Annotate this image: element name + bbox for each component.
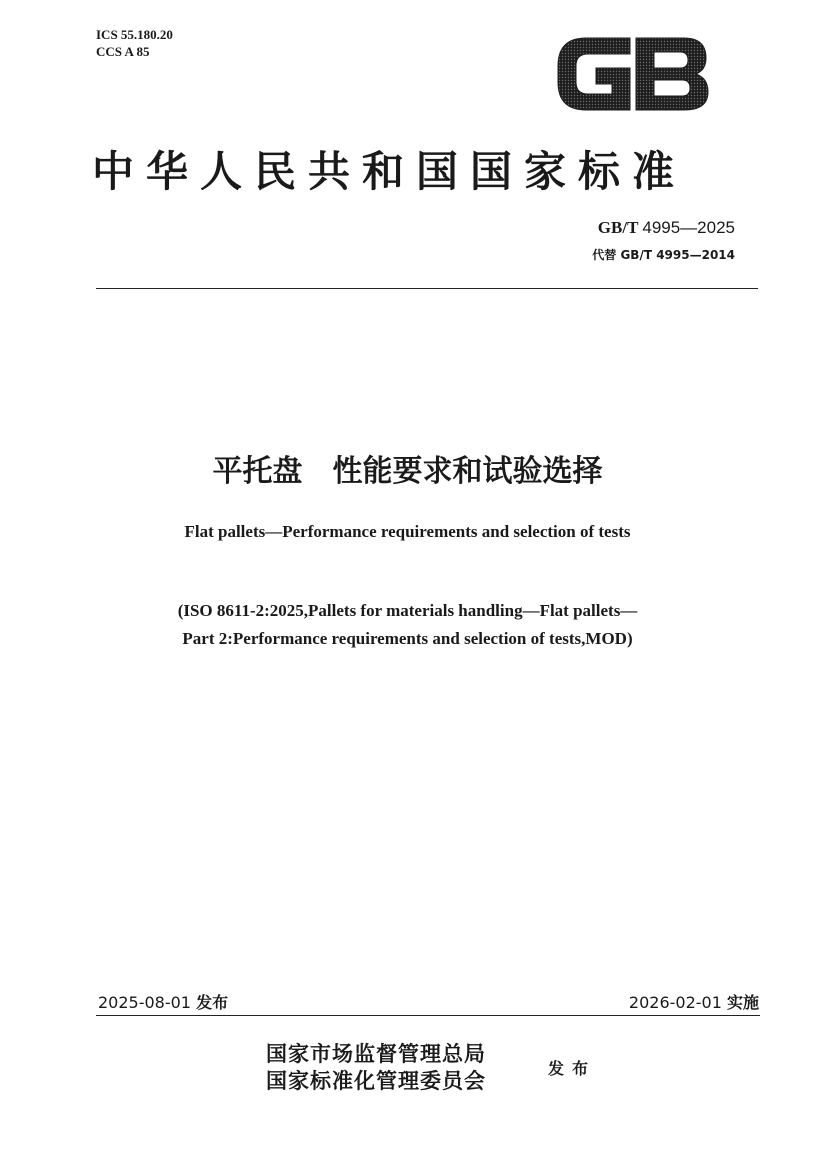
english-title: Flat pallets—Performance requirements and selection of tests [184, 522, 631, 541]
iso-reference-line-2: Part 2:Performance requirements and selection of tests,MOD) [182, 629, 633, 648]
issuing-authorities [266, 1040, 486, 1094]
implement-date-value: 2026-02-01 [628, 993, 722, 1012]
chinese-title: 平托盘 性能要求和试验选择 [212, 454, 603, 489]
standard-number-prefix: GB/T [597, 218, 639, 237]
issue-action: 发布 [548, 1059, 597, 1078]
gb-logo [552, 28, 712, 118]
publish-date-label: 发布 [196, 993, 229, 1012]
bottom-divider [96, 1015, 760, 1016]
standard-number-value: 4995—2025 [642, 218, 735, 237]
top-divider [96, 288, 758, 289]
issuer-line-2: 国家标准化管理委员会 [266, 1068, 486, 1093]
implement-date [629, 990, 759, 1013]
issuer-line-1: 国家市场监督管理总局 [266, 1041, 486, 1066]
country-standard-title: 中华人民共和国国家标准 [92, 147, 687, 196]
standard-number [598, 218, 735, 238]
publish-date-value: 2025-08-01 [98, 993, 191, 1012]
iso-reference-line-1: (ISO 8611-2:2025,Pallets for materials handling—Flat pallets— [177, 601, 638, 620]
iso-reference [0, 597, 815, 653]
implement-date-label: 实施 [726, 993, 759, 1012]
replaces-standard: 代替 GB/T 4995—2014 [592, 248, 735, 262]
ics-code: ICS 55.180.20 [96, 27, 173, 42]
classification-codes [96, 26, 173, 60]
publish-date [98, 990, 228, 1013]
ccs-code: CCS A 85 [96, 44, 150, 59]
